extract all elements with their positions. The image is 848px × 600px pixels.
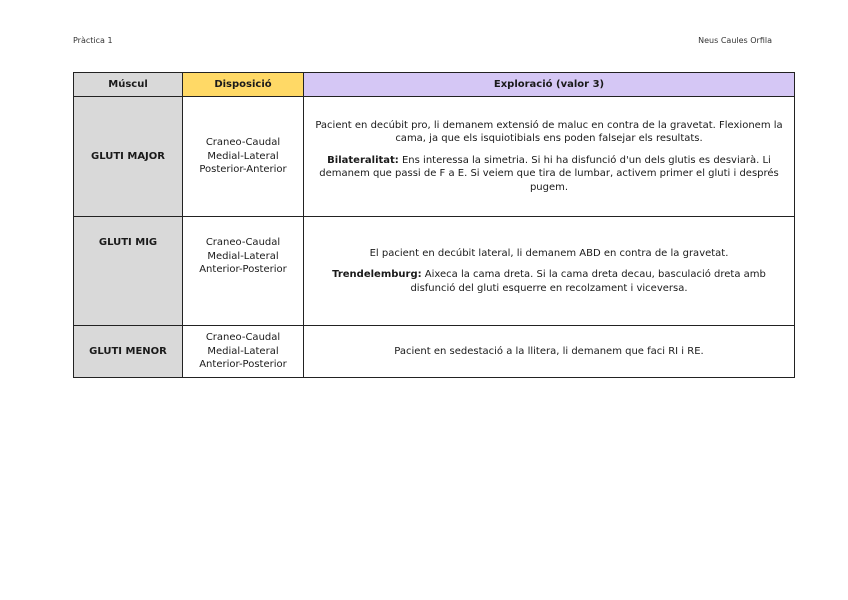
exploration-paragraph xyxy=(312,154,786,195)
muscle-name: GLUTI MIG xyxy=(74,217,183,326)
disposition-cell xyxy=(183,217,304,326)
table-header-row xyxy=(74,73,795,97)
header-practice-label: Pràctica 1 xyxy=(73,36,113,45)
muscle-name: GLUTI MAJOR xyxy=(74,97,183,217)
exploration-table xyxy=(73,72,795,378)
disposition-line: Craneo-Caudal xyxy=(205,137,281,149)
exploration-paragraph xyxy=(312,268,786,295)
column-header-disposition: Disposició xyxy=(183,73,304,97)
header-author-name: Neus Caules Orfila xyxy=(698,36,772,45)
column-header-muscle: Múscul xyxy=(74,73,183,97)
exploration-paragraph: Pacient en sedestació a la llitera, li demanem que faci RI i RE. xyxy=(394,345,704,357)
disposition-line: Medial-Lateral xyxy=(207,250,279,262)
disposition-line: Craneo-Caudal xyxy=(205,237,281,248)
table-row xyxy=(74,326,795,378)
table-row xyxy=(74,97,795,217)
disposition-line: Anterior-Posterior xyxy=(199,264,287,275)
test-description: Aixeca la cama dreta. Si la cama dreta decau, basculació dreta amb disfunció del gluti esquerre en recolzament i viceversa. xyxy=(410,269,766,294)
exploration-cell xyxy=(304,97,795,217)
exploration-cell xyxy=(304,326,795,378)
disposition-cell xyxy=(183,97,304,217)
disposition-line: Posterior-Anterior xyxy=(199,164,287,176)
muscle-name: GLUTI MENOR xyxy=(74,326,183,378)
exploration-paragraph: Pacient en decúbit pro, li demanem extensió de maluc en contra de la gravetat. Flexionem la cama, ja que els isquiotibials ens poden falsejar els resultats. xyxy=(315,119,783,145)
table-row xyxy=(74,217,795,326)
column-header-exploration: Exploració (valor 3) xyxy=(304,73,795,97)
disposition-line: Craneo-Caudal xyxy=(205,332,281,344)
exploration-paragraph: El pacient en decúbit lateral, li demanem ABD en contra de la gravetat. xyxy=(369,247,729,259)
disposition-cell xyxy=(183,326,304,378)
disposition-line: Anterior-Posterior xyxy=(199,359,287,371)
disposition-line: Medial-Lateral xyxy=(207,345,279,357)
test-description: Ens interessa la simetria. Si hi ha disfunció d'un dels glutis es desviarà. Li demanem que passi de F a E. Si veiem que tira de lumbar, activem primer el gluti i després pugem. xyxy=(319,154,779,193)
exploration-cell xyxy=(304,217,795,326)
disposition-line: Medial-Lateral xyxy=(207,150,279,162)
test-label: Bilateralitat: xyxy=(327,154,399,166)
test-label: Trendelemburg: xyxy=(332,269,422,281)
